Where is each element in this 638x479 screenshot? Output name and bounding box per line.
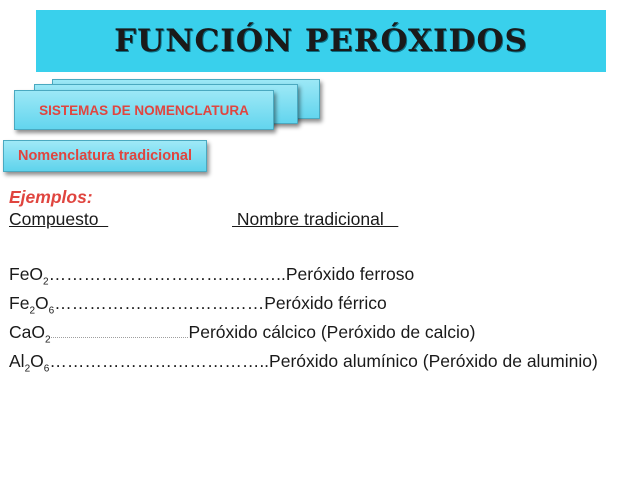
section-label: Nomenclatura tradicional <box>17 148 193 164</box>
column-header-compound: Compuesto <box>9 209 109 229</box>
compound-name: Peróxido cálcico (Peróxido de calcio) <box>188 322 476 342</box>
formula-subscript: 2 <box>24 363 31 375</box>
compound-row <box>9 293 387 317</box>
formula-part: Fe <box>9 293 30 313</box>
formula-subscript: 2 <box>43 276 49 288</box>
formula-part: O <box>30 351 44 371</box>
examples-heading: Ejemplos: <box>9 187 93 207</box>
page-title: FUNCIÓN PERÓXIDOS <box>114 23 528 59</box>
leader-dots: ……………………………….. <box>49 351 270 371</box>
formula-subscript: 6 <box>43 363 50 375</box>
formula-part: O <box>35 293 49 313</box>
title-banner <box>36 10 606 72</box>
compound-name: Peróxido férrico <box>264 293 387 313</box>
compound-name: Peróxido alumínico (Peróxido de aluminio) <box>269 351 598 371</box>
formula-subscript: 6 <box>48 305 55 317</box>
leader-dots: ………………………………….. <box>48 264 286 284</box>
formula-part: Al <box>9 351 25 371</box>
compound-row <box>9 351 598 375</box>
formula-subscript: 2 <box>44 334 51 346</box>
formula-subscript: 2 <box>29 305 35 317</box>
formula-part: FeO <box>9 264 44 284</box>
tab-nomenclature-systems <box>14 90 274 130</box>
leader-dots: …………………………………………………………… <box>50 334 189 340</box>
leader-dots: ……………………………… <box>54 293 265 313</box>
compound-name: Peróxido ferroso <box>285 264 415 284</box>
column-header-name: Nombre tradicional <box>232 209 399 229</box>
compound-row <box>9 264 414 288</box>
formula-part: CaO <box>9 322 45 342</box>
section-label-box <box>3 140 207 172</box>
compound-row <box>9 322 476 346</box>
tab-label: SISTEMAS DE NOMENCLATURA <box>39 102 249 118</box>
